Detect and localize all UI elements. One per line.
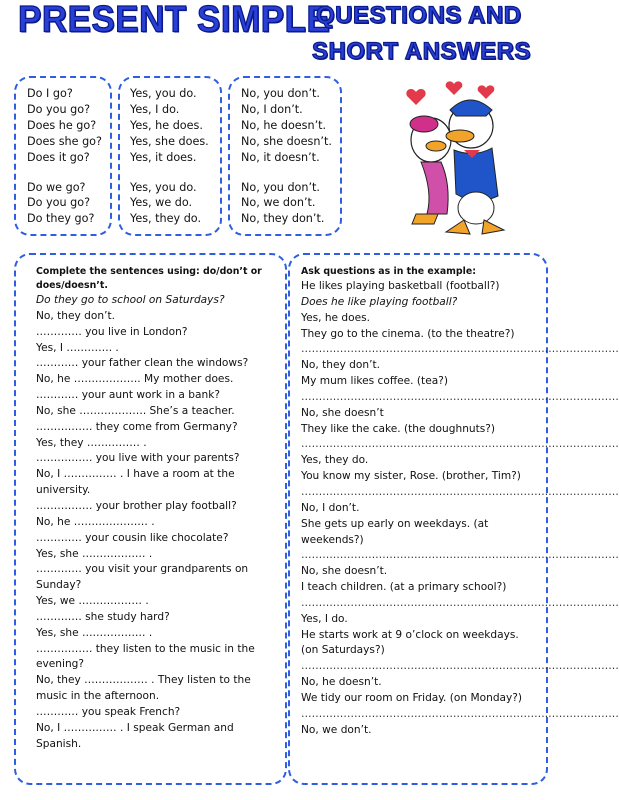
exercise-1-line: ………… your father clean the windows? [36, 357, 249, 370]
answer-blank-line[interactable]: ……………………………………………………………………………… [301, 438, 619, 451]
exercise-2-line: No, he doesn’t. [301, 676, 382, 689]
exercise-2-line: You know my sister, Rose. (brother, Tim?) [301, 470, 521, 483]
positive-answer-item: Yes, she does. [130, 134, 209, 148]
exercise-1-line: No, he ………………… . [36, 515, 155, 528]
exercise-1-line: Yes, we ……………… . [36, 595, 149, 608]
exercise-1-line: …………. she study hard? [36, 610, 170, 623]
cartoon-ducks-illustration [376, 78, 524, 238]
exercise-2-line: Yes, they do. [301, 454, 369, 467]
exercise-1-line: ……………. they come from Germany? [36, 420, 238, 433]
exercise-2-line: I teach children. (at a primary school?) [301, 581, 507, 594]
positive-answer-item: Yes, we do. [130, 196, 193, 210]
exercise-1-line: No, they don’t. [36, 309, 115, 322]
answer-blank-line[interactable]: ……………………………………………………………………………… [301, 485, 619, 498]
exercise-2-line: He likes playing basketball (football?) [301, 280, 500, 292]
exercise-1-content [36, 265, 262, 752]
exercise-2-line: They go to the cinema. (to the theatre?) [301, 327, 515, 340]
exercise-1-line: ……………. they listen to the music in the evening? [36, 642, 255, 671]
question-item: Do we go? [27, 180, 86, 194]
exercise-2-line: My mum likes coffee. (tea?) [301, 375, 448, 388]
exercise-2-line: No, she doesn’t. [301, 565, 388, 578]
answer-blank-line[interactable]: ……………………………………………………………………………… [301, 343, 619, 356]
negative-answer-item: No, you don’t. [241, 87, 320, 100]
negative-answer-item: No, it doesn’t. [241, 150, 320, 164]
answer-blank-line[interactable]: ……………………………………………………………………………… [301, 596, 619, 609]
exercise-1-line: ………… you speak French? [36, 705, 181, 718]
answer-blank-line[interactable]: ……………………………………………………………………………… [301, 549, 619, 562]
positive-answer-item: Yes, they do. [130, 212, 202, 226]
exercise-1-line: Yes, they …………… . [36, 436, 147, 449]
exercise-1-line: …………. your cousin like chocolate? [36, 531, 229, 544]
negative-answers-column [241, 86, 332, 227]
negative-answer-item: No, she doesn’t. [241, 134, 332, 148]
exercise-2-line: No, I don’t. [301, 501, 360, 514]
exercise-2-line: No, they don’t. [301, 359, 380, 372]
negative-answer-item: No, they don’t. [241, 212, 325, 226]
exercise-2-line: He starts work at 9 o’clock on weekdays. (on Saturdays?) [301, 628, 519, 657]
heart-icon [446, 81, 463, 95]
exercise-2-line: We tidy our room on Friday. (on Monday?) [301, 691, 523, 704]
exercise-1-line: ……………. your brother play football? [36, 499, 237, 512]
exercise-1-line: Yes, she ……………… . [36, 626, 153, 639]
exercise-2-line: Yes, I do. [301, 612, 348, 625]
exercise-2-heading: Ask questions as in the example: [301, 266, 476, 277]
subtitle-line-1: QUESTIONS AND [316, 2, 522, 29]
exercise-1-line: No, I …………… . I speak German and Spanish. [36, 721, 234, 750]
question-item: Do you go? [27, 196, 91, 210]
exercise-2-line: Yes, he does. [301, 311, 371, 324]
positive-answer-item: Yes, you do. [130, 180, 197, 194]
question-item: Does she go? [27, 134, 102, 148]
exercise-1-line: …………. you visit your grandparents on Sunday? [36, 563, 249, 592]
exercise-2-line: She gets up early on weekdays. (at weekends?) [301, 517, 489, 546]
positive-answer-item: Yes, he does. [130, 118, 203, 132]
negative-answer-item: No, you don’t. [241, 180, 320, 194]
answer-blank-line[interactable]: ……………………………………………………………………………… [301, 660, 619, 673]
exercise-1-line: Yes, I …………. . [36, 341, 119, 354]
exercise-1-line: …………. you live in London? [36, 325, 188, 338]
exercise-2-line: No, we don’t. [301, 723, 372, 736]
negative-answer-item: No, we don’t. [241, 196, 316, 210]
negative-answer-item: No, I don’t. [241, 102, 303, 116]
exercise-2-line: They like the cake. (the doughnuts?) [301, 422, 496, 435]
exercise-1-line: No, she ………………. She’s a teacher. [36, 404, 235, 417]
heart-icon [406, 89, 425, 105]
questions-column [27, 86, 102, 227]
exercise-1-line: No, I …………… . I have a room at the university. [36, 468, 235, 497]
exercise-1-example: Do they go to school on Saturdays? [36, 294, 225, 306]
exercise-1-line: No, he ………………. My mother does. [36, 373, 234, 386]
answer-blank-line[interactable]: ……………………………………………………………………………… [301, 390, 619, 403]
subtitle-line-2: SHORT ANSWERS [312, 38, 531, 65]
exercise-1-line: Yes, she ……………… . [36, 547, 153, 560]
question-item: Do I go? [27, 87, 73, 100]
negative-answer-item: No, he doesn’t. [241, 118, 327, 132]
positive-answer-item: Yes, I do. [130, 102, 180, 116]
exercise-2-line: No, she doesn’t [301, 406, 384, 419]
positive-answer-item: Yes, it does. [130, 150, 197, 164]
exercise-2-example: Does he like playing football? [301, 295, 458, 308]
question-item: Do you go? [27, 102, 91, 116]
exercise-1-line: ……………. you live with your parents? [36, 452, 240, 465]
question-item: Does he go? [27, 118, 97, 132]
question-item: Does it go? [27, 150, 90, 164]
exercise-1-heading: Complete the sentences using: do/don’t or does/doesn’t. [36, 266, 262, 291]
exercise-1-line: ………… your aunt work in a bank? [36, 389, 220, 402]
heart-icon [478, 85, 495, 99]
exercise-1-line: No, they ……………… . They listen to the music in the afternoon. [36, 674, 251, 703]
exercise-2-content [301, 265, 619, 738]
answer-blank-line[interactable]: ……………………………………………………………………………… [301, 707, 619, 720]
positive-answers-column [130, 86, 209, 227]
positive-answer-item: Yes, you do. [130, 87, 197, 100]
question-item: Do they go? [27, 212, 95, 226]
page-title: PRESENT SIMPLE [18, 0, 331, 40]
